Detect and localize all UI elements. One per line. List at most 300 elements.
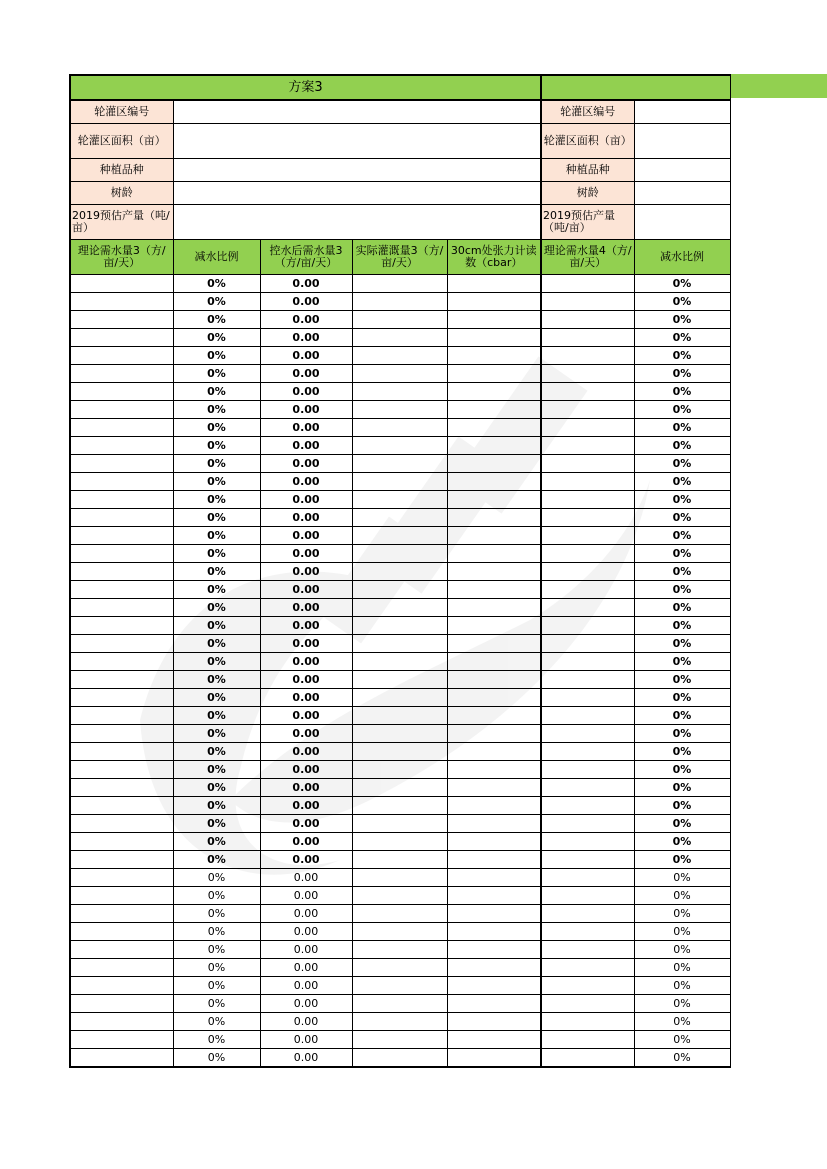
reduce-ratio-2-cell[interactable]: 0%	[634, 707, 730, 725]
reduce-ratio-2-cell[interactable]: 0%	[634, 725, 730, 743]
reduce-ratio-2-cell[interactable]: 0%	[634, 761, 730, 779]
tensiometer-cell[interactable]	[447, 851, 541, 869]
reduce-ratio-2-cell[interactable]: 0%	[634, 383, 730, 401]
tensiometer-cell[interactable]	[447, 1049, 541, 1068]
theory-4-cell[interactable]	[541, 581, 634, 599]
plan-title: 方案3	[70, 75, 541, 100]
tensiometer-cell[interactable]	[447, 455, 541, 473]
zone-area-value[interactable]	[173, 124, 541, 159]
zone-area-label-right: 轮灌区面积（亩）	[541, 124, 634, 159]
reduce-ratio-cell[interactable]: 0%	[173, 887, 260, 905]
reduce-ratio-cell[interactable]: 0%	[173, 1013, 260, 1031]
actual-3-cell[interactable]	[352, 671, 447, 689]
reduce-ratio-cell[interactable]: 0%	[173, 1031, 260, 1049]
tensiometer-cell[interactable]	[447, 527, 541, 545]
actual-3-cell[interactable]	[352, 311, 447, 329]
reduce-ratio-2-cell[interactable]: 0%	[634, 905, 730, 923]
reduce-ratio-cell[interactable]: 0%	[173, 275, 260, 293]
actual-3-cell[interactable]	[352, 383, 447, 401]
theory-3-cell[interactable]	[70, 833, 173, 851]
theory-3-cell[interactable]	[70, 437, 173, 455]
actual-3-cell[interactable]	[352, 815, 447, 833]
reduce-ratio-2-cell[interactable]: 0%	[634, 563, 730, 581]
reduce-ratio-cell[interactable]: 0%	[173, 905, 260, 923]
tensiometer-cell[interactable]	[447, 1013, 541, 1031]
actual-3-cell[interactable]	[352, 923, 447, 941]
theory-3-cell[interactable]	[70, 509, 173, 527]
actual-3-cell[interactable]	[352, 1013, 447, 1031]
reduce-ratio-2-cell[interactable]: 0%	[634, 869, 730, 887]
theory-3-cell[interactable]	[70, 905, 173, 923]
theory-4-cell[interactable]	[541, 905, 634, 923]
table-row	[70, 959, 730, 977]
actual-3-cell[interactable]	[352, 473, 447, 491]
theory-4-cell[interactable]	[541, 365, 634, 383]
reduce-ratio-cell[interactable]: 0%	[173, 401, 260, 419]
reduce-ratio-cell[interactable]: 0%	[173, 473, 260, 491]
theory-4-cell[interactable]	[541, 545, 634, 563]
theory-3-cell[interactable]	[70, 275, 173, 293]
reduce-ratio-cell[interactable]: 0%	[173, 617, 260, 635]
tensiometer-cell[interactable]	[447, 689, 541, 707]
tensiometer-cell[interactable]	[447, 779, 541, 797]
theory-4-cell[interactable]	[541, 329, 634, 347]
theory-3-cell[interactable]	[70, 383, 173, 401]
actual-3-cell[interactable]	[352, 743, 447, 761]
reduce-ratio-2-cell[interactable]: 0%	[634, 635, 730, 653]
after-control-3-cell: 0.00	[260, 1049, 352, 1068]
header-actual-3: 实际灌溉量3（方/亩/天）	[352, 240, 447, 275]
theory-3-cell[interactable]	[70, 707, 173, 725]
actual-3-cell[interactable]	[352, 635, 447, 653]
reduce-ratio-cell[interactable]: 0%	[173, 869, 260, 887]
header-after-control-3: 控水后需水量3（方/亩/天）	[260, 240, 352, 275]
zone-id-value-right[interactable]	[634, 100, 730, 124]
tensiometer-cell[interactable]	[447, 293, 541, 311]
theory-3-cell[interactable]	[70, 671, 173, 689]
theory-3-cell[interactable]	[70, 923, 173, 941]
theory-4-cell[interactable]	[541, 1013, 634, 1031]
theory-3-cell[interactable]	[70, 491, 173, 509]
tensiometer-cell[interactable]	[447, 977, 541, 995]
actual-3-cell[interactable]	[352, 725, 447, 743]
after-control-3-cell: 0.00	[260, 887, 352, 905]
reduce-ratio-2-cell[interactable]: 0%	[634, 599, 730, 617]
theory-4-cell[interactable]	[541, 779, 634, 797]
tensiometer-cell[interactable]	[447, 1031, 541, 1049]
reduce-ratio-cell[interactable]: 0%	[173, 419, 260, 437]
reduce-ratio-cell[interactable]: 0%	[173, 347, 260, 365]
actual-3-cell[interactable]	[352, 563, 447, 581]
reduce-ratio-2-cell[interactable]: 0%	[634, 545, 730, 563]
actual-3-cell[interactable]	[352, 599, 447, 617]
theory-3-cell[interactable]	[70, 419, 173, 437]
tensiometer-cell[interactable]	[447, 887, 541, 905]
theory-3-cell[interactable]	[70, 887, 173, 905]
theory-4-cell[interactable]	[541, 995, 634, 1013]
theory-4-cell[interactable]	[541, 671, 634, 689]
tensiometer-cell[interactable]	[447, 545, 541, 563]
actual-3-cell[interactable]	[352, 1049, 447, 1068]
reduce-ratio-2-cell[interactable]: 0%	[634, 419, 730, 437]
theory-3-cell[interactable]	[70, 995, 173, 1013]
actual-3-cell[interactable]	[352, 689, 447, 707]
tensiometer-cell[interactable]	[447, 959, 541, 977]
reduce-ratio-cell[interactable]: 0%	[173, 851, 260, 869]
reduce-ratio-2-cell[interactable]: 0%	[634, 923, 730, 941]
table-row	[70, 383, 730, 401]
tensiometer-cell[interactable]	[447, 617, 541, 635]
tensiometer-cell[interactable]	[447, 491, 541, 509]
reduce-ratio-2-cell[interactable]: 0%	[634, 455, 730, 473]
tensiometer-cell[interactable]	[447, 923, 541, 941]
theory-4-cell[interactable]	[541, 599, 634, 617]
theory-4-cell[interactable]	[541, 833, 634, 851]
green-header-strip	[729, 74, 827, 98]
theory-3-cell[interactable]	[70, 941, 173, 959]
reduce-ratio-2-cell[interactable]: 0%	[634, 959, 730, 977]
theory-4-cell[interactable]	[541, 437, 634, 455]
actual-3-cell[interactable]	[352, 581, 447, 599]
after-control-3-cell: 0.00	[260, 275, 352, 293]
tensiometer-cell[interactable]	[447, 725, 541, 743]
actual-3-cell[interactable]	[352, 797, 447, 815]
reduce-ratio-cell[interactable]: 0%	[173, 599, 260, 617]
tensiometer-cell[interactable]	[447, 311, 541, 329]
theory-3-cell[interactable]	[70, 329, 173, 347]
theory-3-cell[interactable]	[70, 851, 173, 869]
table-row	[70, 887, 730, 905]
theory-3-cell[interactable]	[70, 545, 173, 563]
tensiometer-cell[interactable]	[447, 707, 541, 725]
actual-3-cell[interactable]	[352, 653, 447, 671]
tensiometer-cell[interactable]	[447, 797, 541, 815]
reduce-ratio-cell[interactable]: 0%	[173, 293, 260, 311]
reduce-ratio-2-cell[interactable]: 0%	[634, 977, 730, 995]
after-control-3-cell: 0.00	[260, 545, 352, 563]
actual-3-cell[interactable]	[352, 779, 447, 797]
table-row	[70, 1013, 730, 1031]
reduce-ratio-cell[interactable]: 0%	[173, 455, 260, 473]
reduce-ratio-2-cell[interactable]: 0%	[634, 743, 730, 761]
theory-4-cell[interactable]	[541, 617, 634, 635]
reduce-ratio-2-cell[interactable]: 0%	[634, 365, 730, 383]
variety-value[interactable]	[173, 159, 541, 182]
actual-3-cell[interactable]	[352, 347, 447, 365]
theory-3-cell[interactable]	[70, 365, 173, 383]
reduce-ratio-cell[interactable]: 0%	[173, 437, 260, 455]
after-control-3-cell: 0.00	[260, 725, 352, 743]
variety-value-right[interactable]	[634, 159, 730, 182]
theory-3-cell[interactable]	[70, 473, 173, 491]
reduce-ratio-cell[interactable]: 0%	[173, 635, 260, 653]
reduce-ratio-2-cell[interactable]: 0%	[634, 941, 730, 959]
after-control-3-cell: 0.00	[260, 329, 352, 347]
theory-3-cell[interactable]	[70, 1031, 173, 1049]
tensiometer-cell[interactable]	[447, 599, 541, 617]
variety-label: 种植品种	[70, 159, 173, 182]
reduce-ratio-cell[interactable]: 0%	[173, 833, 260, 851]
tensiometer-cell[interactable]	[447, 365, 541, 383]
tensiometer-cell[interactable]	[447, 743, 541, 761]
reduce-ratio-2-cell[interactable]: 0%	[634, 1049, 730, 1068]
theory-4-cell[interactable]	[541, 347, 634, 365]
theory-4-cell[interactable]	[541, 527, 634, 545]
actual-3-cell[interactable]	[352, 419, 447, 437]
actual-3-cell[interactable]	[352, 509, 447, 527]
actual-3-cell[interactable]	[352, 365, 447, 383]
actual-3-cell[interactable]	[352, 401, 447, 419]
actual-3-cell[interactable]	[352, 275, 447, 293]
reduce-ratio-cell[interactable]: 0%	[173, 779, 260, 797]
theory-4-cell[interactable]	[541, 725, 634, 743]
theory-4-cell[interactable]	[541, 275, 634, 293]
reduce-ratio-2-cell[interactable]: 0%	[634, 401, 730, 419]
plan-title-right	[541, 75, 730, 100]
reduce-ratio-cell[interactable]: 0%	[173, 671, 260, 689]
actual-3-cell[interactable]	[352, 455, 447, 473]
theory-4-cell[interactable]	[541, 509, 634, 527]
tree-age-value-right[interactable]	[634, 182, 730, 205]
reduce-ratio-2-cell[interactable]: 0%	[634, 887, 730, 905]
theory-3-cell[interactable]	[70, 689, 173, 707]
actual-3-cell[interactable]	[352, 959, 447, 977]
reduce-ratio-2-cell[interactable]: 0%	[634, 689, 730, 707]
reduce-ratio-2-cell[interactable]: 0%	[634, 527, 730, 545]
reduce-ratio-cell[interactable]: 0%	[173, 977, 260, 995]
tensiometer-cell[interactable]	[447, 761, 541, 779]
tensiometer-cell[interactable]	[447, 833, 541, 851]
theory-4-cell[interactable]	[541, 491, 634, 509]
reduce-ratio-cell[interactable]: 0%	[173, 797, 260, 815]
reduce-ratio-2-cell[interactable]: 0%	[634, 833, 730, 851]
theory-4-cell[interactable]	[541, 455, 634, 473]
theory-3-cell[interactable]	[70, 1049, 173, 1068]
reduce-ratio-2-cell[interactable]: 0%	[634, 653, 730, 671]
reduce-ratio-2-cell[interactable]: 0%	[634, 275, 730, 293]
actual-3-cell[interactable]	[352, 329, 447, 347]
reduce-ratio-2-cell[interactable]: 0%	[634, 311, 730, 329]
reduce-ratio-cell[interactable]: 0%	[173, 689, 260, 707]
reduce-ratio-cell[interactable]: 0%	[173, 527, 260, 545]
reduce-ratio-cell[interactable]: 0%	[173, 941, 260, 959]
theory-3-cell[interactable]	[70, 311, 173, 329]
theory-3-cell[interactable]	[70, 401, 173, 419]
theory-3-cell[interactable]	[70, 635, 173, 653]
theory-4-cell[interactable]	[541, 311, 634, 329]
tensiometer-cell[interactable]	[447, 437, 541, 455]
theory-4-cell[interactable]	[541, 689, 634, 707]
actual-3-cell[interactable]	[352, 851, 447, 869]
tensiometer-cell[interactable]	[447, 995, 541, 1013]
yield-value[interactable]	[173, 205, 541, 240]
theory-4-cell[interactable]	[541, 419, 634, 437]
theory-3-cell[interactable]	[70, 779, 173, 797]
theory-4-cell[interactable]	[541, 761, 634, 779]
theory-4-cell[interactable]	[541, 401, 634, 419]
reduce-ratio-cell[interactable]: 0%	[173, 563, 260, 581]
reduce-ratio-cell[interactable]: 0%	[173, 365, 260, 383]
after-control-3-cell: 0.00	[260, 581, 352, 599]
actual-3-cell[interactable]	[352, 761, 447, 779]
reduce-ratio-2-cell[interactable]: 0%	[634, 491, 730, 509]
reduce-ratio-2-cell[interactable]: 0%	[634, 437, 730, 455]
reduce-ratio-cell[interactable]: 0%	[173, 815, 260, 833]
reduce-ratio-cell[interactable]: 0%	[173, 329, 260, 347]
theory-4-cell[interactable]	[541, 563, 634, 581]
reduce-ratio-2-cell[interactable]: 0%	[634, 581, 730, 599]
reduce-ratio-2-cell[interactable]: 0%	[634, 293, 730, 311]
tree-age-value[interactable]	[173, 182, 541, 205]
tensiometer-cell[interactable]	[447, 509, 541, 527]
actual-3-cell[interactable]	[352, 833, 447, 851]
theory-3-cell[interactable]	[70, 743, 173, 761]
reduce-ratio-cell[interactable]: 0%	[173, 491, 260, 509]
tensiometer-cell[interactable]	[447, 581, 541, 599]
theory-4-cell[interactable]	[541, 473, 634, 491]
theory-4-cell[interactable]	[541, 293, 634, 311]
reduce-ratio-2-cell[interactable]: 0%	[634, 1013, 730, 1031]
tensiometer-cell[interactable]	[447, 419, 541, 437]
actual-3-cell[interactable]	[352, 977, 447, 995]
theory-3-cell[interactable]	[70, 725, 173, 743]
theory-3-cell[interactable]	[70, 527, 173, 545]
reduce-ratio-2-cell[interactable]: 0%	[634, 617, 730, 635]
actual-3-cell[interactable]	[352, 905, 447, 923]
reduce-ratio-cell[interactable]: 0%	[173, 545, 260, 563]
theory-4-cell[interactable]	[541, 851, 634, 869]
reduce-ratio-cell[interactable]: 0%	[173, 383, 260, 401]
actual-3-cell[interactable]	[352, 545, 447, 563]
theory-3-cell[interactable]	[70, 653, 173, 671]
theory-3-cell[interactable]	[70, 815, 173, 833]
zone-area-value-right[interactable]	[634, 124, 730, 159]
theory-4-cell[interactable]	[541, 815, 634, 833]
theory-4-cell[interactable]	[541, 383, 634, 401]
theory-3-cell[interactable]	[70, 617, 173, 635]
theory-4-cell[interactable]	[541, 743, 634, 761]
tensiometer-cell[interactable]	[447, 275, 541, 293]
reduce-ratio-2-cell[interactable]: 0%	[634, 851, 730, 869]
actual-3-cell[interactable]	[352, 617, 447, 635]
theory-4-cell[interactable]	[541, 1049, 634, 1068]
theory-3-cell[interactable]	[70, 977, 173, 995]
reduce-ratio-cell[interactable]: 0%	[173, 761, 260, 779]
reduce-ratio-cell[interactable]: 0%	[173, 509, 260, 527]
actual-3-cell[interactable]	[352, 887, 447, 905]
actual-3-cell[interactable]	[352, 437, 447, 455]
theory-3-cell[interactable]	[70, 563, 173, 581]
reduce-ratio-2-cell[interactable]: 0%	[634, 995, 730, 1013]
actual-3-cell[interactable]	[352, 293, 447, 311]
reduce-ratio-2-cell[interactable]: 0%	[634, 797, 730, 815]
tensiometer-cell[interactable]	[447, 869, 541, 887]
theory-3-cell[interactable]	[70, 1013, 173, 1031]
reduce-ratio-cell[interactable]: 0%	[173, 581, 260, 599]
zone-id-value[interactable]	[173, 100, 541, 124]
tensiometer-cell[interactable]	[447, 329, 541, 347]
theory-3-cell[interactable]	[70, 599, 173, 617]
reduce-ratio-2-cell[interactable]: 0%	[634, 509, 730, 527]
actual-3-cell[interactable]	[352, 941, 447, 959]
theory-3-cell[interactable]	[70, 455, 173, 473]
tensiometer-cell[interactable]	[447, 671, 541, 689]
tensiometer-cell[interactable]	[447, 347, 541, 365]
actual-3-cell[interactable]	[352, 1031, 447, 1049]
tensiometer-cell[interactable]	[447, 653, 541, 671]
theory-4-cell[interactable]	[541, 707, 634, 725]
theory-3-cell[interactable]	[70, 347, 173, 365]
theory-4-cell[interactable]	[541, 923, 634, 941]
theory-3-cell[interactable]	[70, 869, 173, 887]
actual-3-cell[interactable]	[352, 491, 447, 509]
yield-value-right[interactable]	[634, 205, 730, 240]
theory-4-cell[interactable]	[541, 887, 634, 905]
reduce-ratio-2-cell[interactable]: 0%	[634, 329, 730, 347]
theory-4-cell[interactable]	[541, 941, 634, 959]
reduce-ratio-cell[interactable]: 0%	[173, 995, 260, 1013]
reduce-ratio-2-cell[interactable]: 0%	[634, 1031, 730, 1049]
actual-3-cell[interactable]	[352, 995, 447, 1013]
reduce-ratio-cell[interactable]: 0%	[173, 923, 260, 941]
after-control-3-cell: 0.00	[260, 635, 352, 653]
theory-4-cell[interactable]	[541, 959, 634, 977]
reduce-ratio-2-cell[interactable]: 0%	[634, 473, 730, 491]
table-row	[70, 401, 730, 419]
tensiometer-cell[interactable]	[447, 563, 541, 581]
tensiometer-cell[interactable]	[447, 635, 541, 653]
tensiometer-cell[interactable]	[447, 473, 541, 491]
after-control-3-cell: 0.00	[260, 473, 352, 491]
reduce-ratio-cell[interactable]: 0%	[173, 653, 260, 671]
reduce-ratio-cell[interactable]: 0%	[173, 725, 260, 743]
theory-3-cell[interactable]	[70, 761, 173, 779]
reduce-ratio-2-cell[interactable]: 0%	[634, 671, 730, 689]
tensiometer-cell[interactable]	[447, 383, 541, 401]
theory-3-cell[interactable]	[70, 797, 173, 815]
tensiometer-cell[interactable]	[447, 815, 541, 833]
reduce-ratio-2-cell[interactable]: 0%	[634, 815, 730, 833]
after-control-3-cell: 0.00	[260, 419, 352, 437]
tensiometer-cell[interactable]	[447, 941, 541, 959]
tensiometer-cell[interactable]	[447, 401, 541, 419]
theory-4-cell[interactable]	[541, 977, 634, 995]
table-row	[70, 275, 730, 293]
reduce-ratio-cell[interactable]: 0%	[173, 959, 260, 977]
theory-4-cell[interactable]	[541, 1031, 634, 1049]
actual-3-cell[interactable]	[352, 869, 447, 887]
theory-4-cell[interactable]	[541, 797, 634, 815]
theory-4-cell[interactable]	[541, 653, 634, 671]
reduce-ratio-cell[interactable]: 0%	[173, 743, 260, 761]
theory-3-cell[interactable]	[70, 581, 173, 599]
theory-4-cell[interactable]	[541, 869, 634, 887]
reduce-ratio-cell[interactable]: 0%	[173, 707, 260, 725]
after-control-3-cell: 0.00	[260, 779, 352, 797]
tensiometer-cell[interactable]	[447, 905, 541, 923]
actual-3-cell[interactable]	[352, 527, 447, 545]
theory-3-cell[interactable]	[70, 959, 173, 977]
yield-label-right: 2019预估产量（吨/亩）	[541, 205, 634, 240]
theory-4-cell[interactable]	[541, 635, 634, 653]
reduce-ratio-cell[interactable]: 0%	[173, 311, 260, 329]
theory-3-cell[interactable]	[70, 293, 173, 311]
actual-3-cell[interactable]	[352, 707, 447, 725]
reduce-ratio-2-cell[interactable]: 0%	[634, 779, 730, 797]
table-row	[70, 671, 730, 689]
reduce-ratio-cell[interactable]: 0%	[173, 1049, 260, 1068]
reduce-ratio-2-cell[interactable]: 0%	[634, 347, 730, 365]
